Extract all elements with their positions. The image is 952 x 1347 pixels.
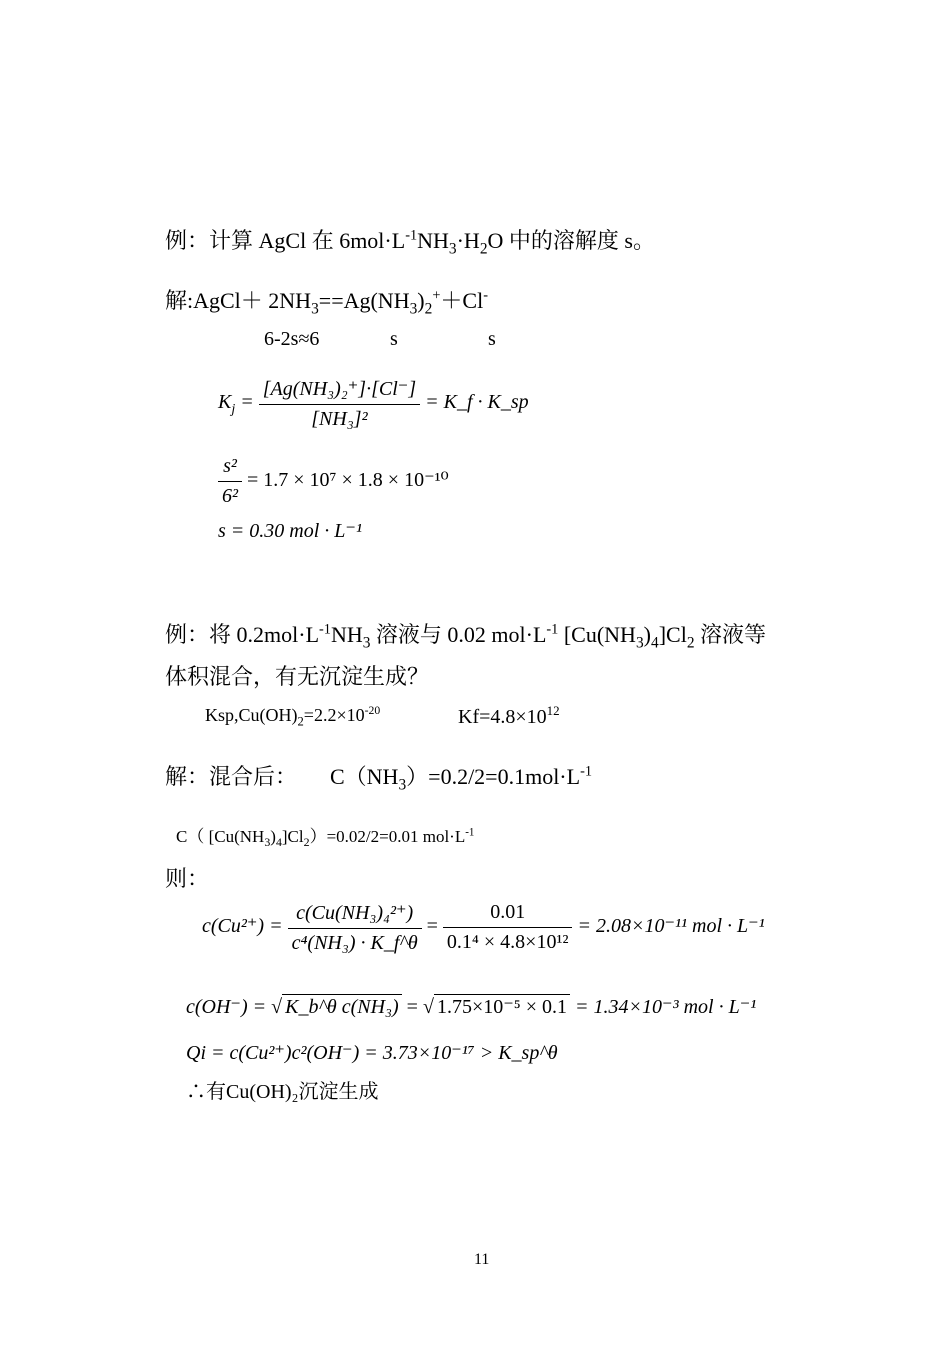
then-label: 则：	[165, 866, 210, 891]
nh3-concentration: $C(NH_3)=0.2/2=0.1mol\cdot L^{-1}$	[330, 763, 592, 794]
example2-solution-label: 解：	[165, 764, 210, 789]
sqrt-sign-icon: √	[422, 996, 434, 1018]
equation-ion-product: Qi = c(Cu²⁺)c²(OH⁻) = 3.73×10⁻¹⁷ > K_sp^θ	[186, 1042, 558, 1064]
example2-solution: 解：混合后：	[165, 764, 298, 789]
example1-prompt: 例：计算 AgCl 在 $6mol\cdot L^{-1}NH_3\cdot H_2O$ 中的溶解度 s。	[165, 227, 655, 258]
example2-prompt-label: 例：	[165, 622, 210, 647]
given-kf: $Kf=4.8\times 10^{12}$	[458, 703, 560, 728]
example2-prompt-line2: 体积混合，有无沉淀生成？	[165, 664, 430, 689]
conclusion: ∴有Cu(OH)₂沉淀生成	[186, 1081, 379, 1103]
result-solubility: s = 0.30 mol · L⁻¹	[218, 520, 362, 542]
equation-s-squared: $\frac{\text{s²}}{\text{6²}}$ = 1.7 × 10⁷ × 1.8 × 10⁻¹⁰	[218, 455, 449, 508]
complex-concentration: C（ $[Cu(NH_3)_4]Cl_2)=0.02/2=0.01$ $mol\cdot L^{-1}$	[176, 826, 475, 850]
equilibrium-conc-1: 6-2s≈6	[264, 328, 320, 350]
example1-reaction: 解:AgCl＋ $2NH_3==Ag(NH_3)_2^++Cl^-$	[165, 287, 488, 318]
equation-oh-concentration: c(OH⁻) = √ K_b^θ c(NH₃) = √ 1.75×10⁻⁵ × 0.1 = 1.34×10⁻³ mol · L⁻¹	[186, 996, 757, 1018]
example1-solution-label: 解:	[165, 288, 194, 313]
example2-prompt: 例：将 $0.2mol\cdot L^{-1}NH_3$ 溶液与 0.02 $mol\cdot L^{-1}$ $[Cu(NH_3)_4]Cl_2$ 溶液等	[165, 621, 767, 652]
equation-cu-concentration: c(Cu²⁺) = $\frac{\text{c(Cu(NH₃)₄²⁺)}}{\text{c⁴(NH₃) · K\_f\textasciicircum{}θ}}$ = $\frac{0.01}{\text{0.1⁴ × 4.8×10¹²}}$ = 2.08×10⁻¹¹ mol · L⁻¹	[202, 901, 765, 954]
example1-prompt-label: 例：	[165, 228, 210, 253]
sqrt-sign-icon: √	[271, 996, 283, 1018]
given-constants: $Ksp,Cu(OH)_2=2.2\times 10^{-20}$	[205, 704, 381, 729]
equation-kj: $K_j$ = $\frac{\text{[Ag(NH₃)₂⁺]·[Cl⁻]}}{\text{[NH₃]²}}$ = K_f · K_sp	[218, 378, 529, 430]
page-number: 11	[474, 1251, 490, 1268]
equilibrium-conc-2: s	[390, 328, 398, 350]
equilibrium-conc-3: s	[488, 328, 496, 350]
